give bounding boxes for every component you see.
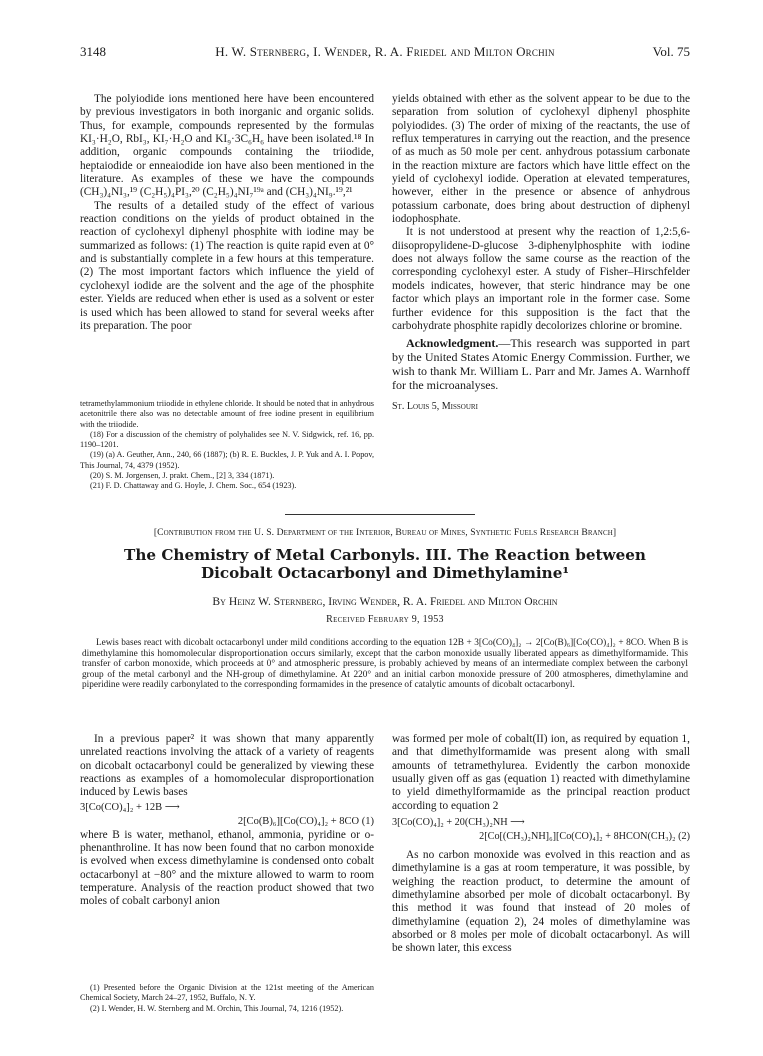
footnote: (18) For a discussion of the chemistry of polyhalides see N. V. Sidgwick, ref. 16, pp. 1190–1201. <box>80 429 374 450</box>
article-title-line: Dicobalt Octacarbonyl and Dimethylamine¹ <box>200 564 570 582</box>
paragraph: was formed per mole of cobalt(II) ion, as required by equation 1, and that dimethylformamide was present along with small amounts of tetramethylurea. Evidently the carbon monoxide usually given off as gas (equation 1) reacted with dimethylamine to yield dimethylformamide as the principal reaction product according to equation 2 <box>392 733 690 812</box>
footnote: (19) (a) A. Geuther, Ann., 240, 66 (1887); (b) R. E. Buckles, J. P. Yuk and A. I. Popov, This Journal, 74, 4379 (1952). <box>80 450 374 470</box>
received-date: Received February 9, 1953 <box>326 614 444 625</box>
equation-1 <box>80 801 374 829</box>
acknowledgment <box>392 336 690 392</box>
contribution-line: [Contribution from the U. S. Department of the Interior, Bureau of Mines, Synthetic Fuels Research Branch] <box>153 527 617 538</box>
paragraph: As no carbon monoxide was evolved in this reaction and as dimethylamine is a gas at room temperature, it was possible, by weighing the reaction product, to determine the amount of dimethylamine absorbed per mole of dicobalt octacarbonyl. By this method it was found that instead of 20 moles of dimethylamine (equation 2), 24 moles of dimethylamine was absorbed or 8 moles per mole of dicobalt octacarbonyl. As will be shown later, this excess <box>392 849 690 955</box>
upper-left-footnotes <box>80 399 374 492</box>
abstract <box>82 638 688 691</box>
abstract-text: Lewis bases react with dicobalt octacarbonyl under mild conditions according to the equation 12B + 3[Co(CO)₄]₂ → 2[Co(B)₆][Co(CO)₄]₂ + 8CO. When B is dimethylamine this homomolecular disproportionation occurs similarly, except that the carbon monoxide usually liberated appears as dimethylformamide. This transfer of carbon monoxide, which proceeds at 0° and atmospheric pressure, is probably achieved by means of an intermediate complex between the carbonyl group of the metal carbonyl and the NH-group of dimethylamine. At 220° and an initial carbon monoxide pressure of 200 atmospheres, dimethylamine and piperidine were readily carbonylated to the corresponding formamides in the presence of catalytic amounts of dicobalt octacarbonyl. <box>82 638 688 691</box>
running-title: H. W. Sternberg, I. Wender, R. A. Friedel and Milton Orchin <box>215 44 555 59</box>
lower-left-column <box>80 733 374 909</box>
author-list: By Heinz W. Sternberg, Irving Wender, R. A. Friedel and Milton Orchin <box>212 595 558 608</box>
footnote: (20) S. M. Jorgensen, J. prakt. Chem., [2] 3, 334 (1871). <box>90 471 275 481</box>
equation-line: 3[Co(CO)₄]₂ + 12B ⟶ <box>80 801 180 813</box>
footnote: (21) F. D. Chattaway and G. Hoyle, J. Chem. Soc., 654 (1923). <box>90 481 297 491</box>
footnote: (1) Presented before the Organic Division at the 121st meeting of the American Chemical Society, March 24–27, 1952, Buffalo, N. Y. <box>80 983 374 1003</box>
paragraph: The polyiodide ions mentioned here have been encountered by previous investigators in both inorganic and organic solids. Thus, for example, compounds represented by the formulas KI₃·H₂O, RbI₃, KI₇·H₂O and KI₉·3C₆H₆ have been isolated.¹⁸ In addition, organic compounds containing the triiodide, heptaiodide or enneaiodide ion have also been mentioned in the literature. As examples of these we have the compounds (CH₃)₄NI₃,¹⁹ (C₂H₅)₄PI₃,²⁰ (C₂H₅)₄NI₇¹⁹ᵃ and (CH₃)₄NI₉.¹⁹,²¹ <box>80 93 374 199</box>
acknowledgment-heading: Acknowledgment. <box>406 336 499 351</box>
upper-left-column <box>80 93 374 333</box>
running-header <box>80 44 690 60</box>
equation-line: 2[Co[(CH₃)₂NH]₆][Co(CO)₄]₂ + 8HCON(CH₃)₂ (2) <box>479 831 690 843</box>
footnote: tetramethylammonium triiodide in ethylene chloride. It should be noted that in anhydrous acetonitrile there also was no detectable amount of free iodine present in equilibrium with the triiodide. <box>80 399 374 429</box>
paragraph: In a previous paper² it was shown that many apparently unrelated reactions involving the attack of a variety of reagents on dicobalt octacarbonyl could be generalized by viewing these reactions as examples of a homomolecular disproportionation induced by Lewis bases <box>80 733 374 799</box>
section-divider <box>285 514 475 515</box>
article-title-line: The Chemistry of Metal Carbonyls. III. The Reaction between <box>124 546 646 564</box>
paragraph: yields obtained with ether as the solvent appear to be due to the separation from solution of cyclohexyl diphenyl phosphite polyiodides. (3) The order of mixing of the reactants, the use of reflux temperatures in carrying out the reaction, and the presence of as much as 50 mole per cent. anhydrous potassium carbonate in the reaction mixture are factors which have little effect on the yield of cyclohexyl iodide. Operation at elevated temperatures, however, either in the presence or absence of anhydrous potassium carbonate, does bring about destruction of diphenyl iodophosphate. <box>392 93 690 226</box>
lower-right-column <box>392 733 690 956</box>
equation-line: 3[Co(CO)₄]₂ + 20(CH₃)₂NH ⟶ <box>392 817 525 829</box>
paragraph: It is not understood at present why the reaction of 1,2:5,6-diisopropylidene-D-glucose 3-diphenylphosphite with iodine does not always follow the same course as the reaction of the corresponding cyclohexyl ester. A study of Fisher–Hirschfelder models indicates, however, that steric hindrance may be one factor which plays an important role in the former case. Some further evidence for this supposition is the fact that the carbohydrate phosphite rapidly decolorizes chlorine or bromine. <box>392 226 690 332</box>
paragraph: where B is water, methanol, ethanol, ammonia, pyridine or o-phenanthroline. It has now been found that no carbon monoxide is evolved when excess dimethylamine is condensed onto cobalt octacarbonyl at −80° and the mixture allowed to warm to room temperature. Analysis of the reaction product showed that two moles of cobalt carbonyl anion <box>80 828 374 908</box>
article-title <box>80 546 690 582</box>
equation-line: 2[Co(B)₆][Co(CO)₄]₂ + 8CO (1) <box>237 815 374 827</box>
paragraph: The results of a detailed study of the effect of various reaction conditions on the yields of product obtained in the reaction of cyclohexyl diphenyl phosphite with iodine may be summarized as follows: (1) The reaction is quite rapid even at 0° and is substantially complete in a few hours at this temperature. (2) The most important factors which influence the yield of cyclohexyl iodide are the solvent and the age of the phosphite ester. Yields are reduced when ether is used as a solvent or ester is used which has been allowed to stand for several weeks after its preparation. The poor <box>80 199 374 332</box>
acknowledgment-text: —This research was supported in part by the United States Atomic Energy Commission. Further, we wish to thank Mr. William L. Parr and Mr. James A. Warnhoff for the microanalyses. <box>392 336 690 393</box>
footnote: (2) I. Wender, H. W. Sternberg and M. Orchin, This Journal, 74, 1216 (1952). <box>90 1003 344 1013</box>
equation-2 <box>392 816 690 844</box>
author-address: St. Louis 5, Missouri <box>392 401 478 413</box>
page-number: 3148 <box>80 44 106 59</box>
lower-left-footnotes <box>80 983 374 1014</box>
upper-right-column <box>392 93 690 414</box>
volume-label: Vol. 75 <box>652 44 690 59</box>
